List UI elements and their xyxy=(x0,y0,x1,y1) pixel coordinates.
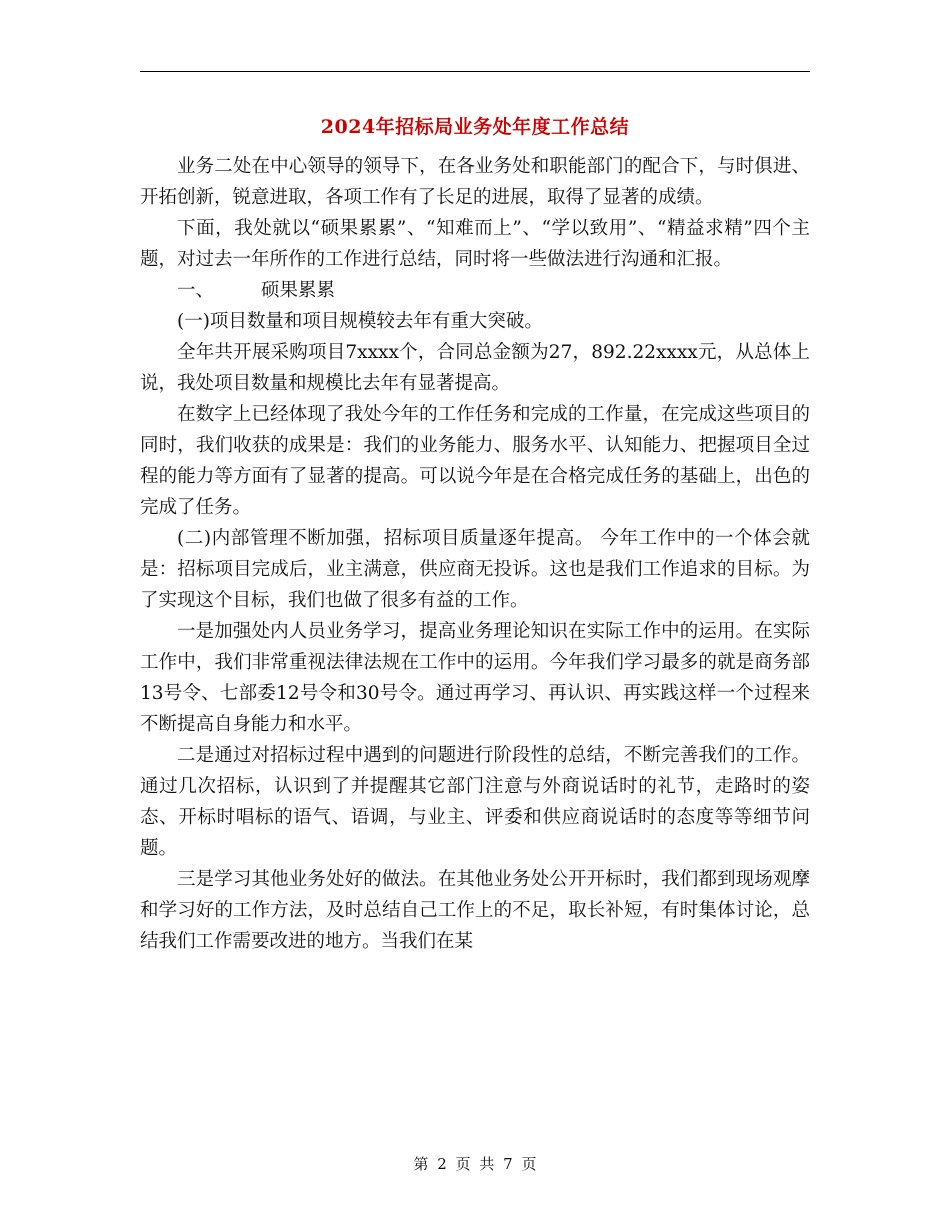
header-rule xyxy=(140,71,810,72)
subsection-heading: (一)项目数量和项目规模较去年有重大突破。 xyxy=(177,311,543,332)
page-footer: 第 2 页 共 7 页 xyxy=(413,1155,537,1173)
paragraph: 全年共开展采购项目7xxxx个，合同总金额为27，892.22xxxx元，从总体上说，我处项目数量和规模比去年有显著提高。 xyxy=(140,342,810,394)
paragraph: 下面，我处就以“硕果累累”、“知难而上”、“学以致用”、“精益求精”四个主题，对过去一年所作的工作进行总结，同时将一些做法进行沟通和汇报。 xyxy=(140,218,810,270)
section-heading: 一、 硕果累累 xyxy=(177,280,336,301)
paragraph: 二是通过对招标过程中遇到的问题进行阶段性的总结，不断完善我们的工作。通过几次招标，认识到了并提醒其它部门注意与外商说话时的礼节，走路时的姿态、开标时唱标的语气、语调，与业主、评委和供应商说话时的态度等等细节问题。 xyxy=(140,745,810,859)
document-title: 2024年招标局业务处年度工作总结 xyxy=(320,116,630,138)
paragraph: (二)内部管理不断加强，招标项目质量逐年提高。 今年工作中的一个体会就是：招标项目完成后，业主满意，供应商无投诉。这也是我们工作追求的目标。为了实现这个目标，我们也做了很多有益的工作。 xyxy=(140,528,810,611)
document-body xyxy=(140,151,810,957)
paragraph: 三是学习其他业务处好的做法。在其他业务处公开开标时，我们都到现场观摩和学习好的工作方法，及时总结自己工作上的不足，取长补短，有时集体讨论，总结我们工作需要改进的地方。当我们在某 xyxy=(140,869,810,952)
paragraph: 在数字上已经体现了我处今年的工作任务和完成的工作量，在完成这些项目的同时，我们收获的成果是：我们的业务能力、服务水平、认知能力、把握项目全过程的能力等方面有了显著的提高。可以说今年是在合格完成任务的基础上，出色的完成了任务。 xyxy=(140,404,810,518)
paragraph: 业务二处在中心领导的领导下，在各业务处和职能部门的配合下，与时俱进、开拓创新，锐意进取，各项工作有了长足的进展，取得了显著的成绩。 xyxy=(140,156,810,208)
paragraph: 一是加强处内人员业务学习，提高业务理论知识在实际工作中的运用。在实际工作中，我们非常重视法律法规在工作中的运用。今年我们学习最多的就是商务部13号令、七部委12号令和30号令。通过再学习、再认识、再实践这样一个过程来不断提高自身能力和水平。 xyxy=(140,621,810,735)
